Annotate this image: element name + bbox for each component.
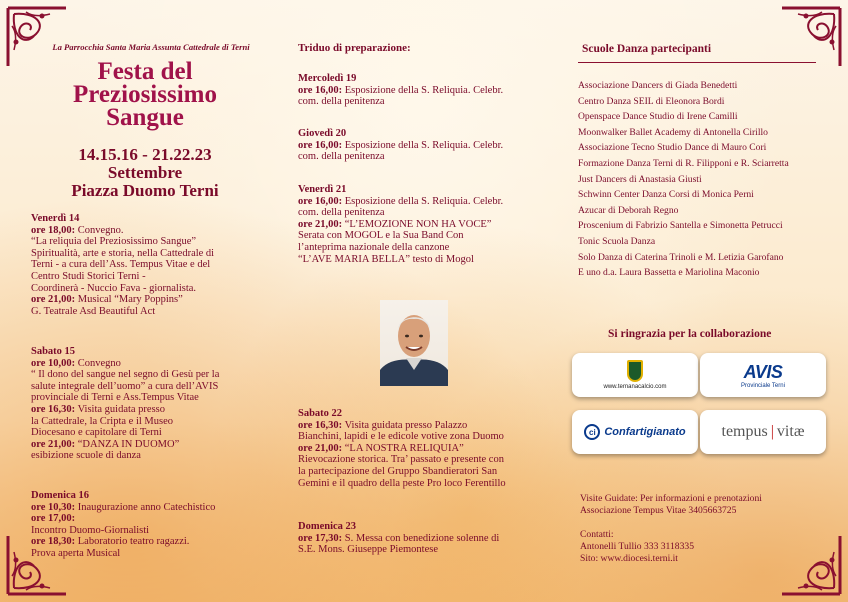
title-line: Sangue (106, 104, 184, 131)
tempus-vitae-wordmark (722, 423, 805, 441)
mogol-portrait (380, 300, 448, 386)
schedule-line: Terni - a cura dell’Ass. Tempus Vitae e del (31, 259, 211, 271)
time-label: ore 17,30: (298, 532, 343, 544)
day-heading: Giovedì 20 (298, 128, 347, 139)
day-heading: Sabato 15 (31, 346, 76, 357)
time-label: ore 16,00: (298, 195, 343, 207)
list-item: Solo Danza di Caterina Trinoli e M. Letizia Garofano (578, 251, 784, 263)
schedule-line: Serata con MOGOL e la Sua Band Con (298, 230, 464, 242)
schedule-line: ore 16,30: Visita guidata presso (31, 403, 166, 415)
time-label: ore 21,00: (31, 294, 76, 306)
day-block-saturday-15 (31, 346, 219, 462)
day-block-saturday-22 (298, 408, 506, 489)
schedule-line: ore 21,00: “LA NOSTRA RELIQUIA” (298, 442, 464, 454)
schedule-line: Gemini e il quadro della peste Pro loco Ferentillo (298, 477, 506, 489)
time-label: ore 16,30: (31, 403, 76, 415)
schedule-line: l’anteprima nazionale della canzone (298, 241, 450, 253)
ternana-url: www.ternanacalcio.com (603, 384, 667, 390)
info-line: Antonelli Tullio 333 3118335 (580, 541, 694, 552)
list-item: Centro Danza SEIL di Eleonora Bordi (578, 95, 725, 107)
confartigianato-icon: ci (584, 424, 600, 440)
schedule-line: esibizione scuole di danza (31, 450, 141, 462)
title-line: Festa del (97, 58, 193, 85)
schedule-line: G. Teatrale Asd Beautiful Act (31, 305, 156, 317)
schedule-line: ore 17,30: S. Messa con benedizione solenne di (298, 532, 500, 544)
schedule-line: ore 16,00: Esposizione della S. Reliquia. Celebr. (298, 84, 504, 96)
parish-name: La Parrocchia Santa Maria Assunta Cattedrale di Terni (52, 42, 250, 52)
list-item: Associazione Dancers di Giada Benedetti (578, 80, 738, 91)
schedule-line: Rievocazione storica. Tra’ passato e presente con (298, 454, 504, 466)
info-line: Visite Guidate: Per informazioni e prenotazioni (580, 493, 762, 504)
day-block-friday-14 (31, 213, 214, 317)
schools-list (578, 78, 789, 281)
confartigianato-logo (572, 410, 698, 454)
list-item: Just Dancers di Anastasia Giusti (578, 173, 702, 185)
info-line: Sito: www.diocesi.terni.it (580, 553, 678, 564)
schedule-line: ore 16,00: Esposizione della S. Reliquia. Celebr. (298, 139, 504, 151)
schedule-line: Prova aperta Musical (31, 547, 121, 559)
schedule-line: ore 18,00: Convegno. (31, 224, 124, 236)
day-heading: Domenica 16 (31, 490, 90, 501)
schedule-line: Incontro Duomo-Giornalisti (31, 524, 150, 536)
month: Settembre (107, 163, 183, 182)
day-heading: Venerdì 14 (31, 213, 80, 224)
schedule-line: ore 16,30: Visita guidata presso Palazzo (298, 419, 468, 431)
schedule-line: Diocesano e capitolare di Terni (31, 427, 162, 439)
list-item: Moonwalker Ballet Academy di Antonella Cirillo (578, 126, 768, 138)
day-block-sunday-23 (298, 521, 499, 556)
list-item: Tonic Scuola Danza (578, 235, 656, 247)
list-item: Formazione Danza Terni di R. Filipponi e R. Sciarretta (578, 157, 789, 169)
time-label: ore 18,30: (31, 536, 76, 548)
schedule-line: “L’AVE MARIA BELLA” testo di Mogol (298, 253, 474, 265)
list-item: Associazione Tecno Studio Dance di Mauro Cori (578, 142, 767, 154)
schedule-line: com. della penitenza (298, 96, 385, 108)
day-heading: Sabato 22 (298, 408, 343, 419)
divider-bar: | (770, 423, 774, 440)
info-line: Contatti: (580, 529, 614, 540)
date-range: 14.15.16 - 21.22.23 (78, 145, 212, 164)
schedule-line: ore 21,00: “DANZA IN DUOMO” (31, 438, 180, 450)
avis-logo (700, 353, 826, 397)
venue: Piazza Duomo Terni (71, 181, 219, 200)
time-label: ore 16,00: (298, 84, 343, 96)
day-heading: Domenica 23 (298, 521, 357, 532)
schedule-line: salute integrale dell’uomo” a cura dell’AVIS (31, 380, 219, 392)
schedule-line: la partecipazione del Gruppo Sbandieratori San (298, 465, 498, 477)
schedule-line: Centro Studi Storici Terni - (31, 270, 146, 282)
list-item: Openspace Dance Studio di Irene Camilli (578, 111, 738, 123)
avis-subtitle: Provinciale Terni (741, 382, 785, 389)
day-block-sunday-16 (31, 490, 215, 560)
time-label: ore 21,00: (298, 442, 343, 454)
schedule-line: ore 10,30: Inaugurazione anno Catechistico (31, 501, 216, 513)
time-label: ore 21,00: (298, 218, 343, 230)
schedule-line: ore 10,00: Convegno (31, 357, 121, 369)
avis-wordmark: AVIS (743, 361, 783, 382)
schedule-line: ore 21,00: Musical “Mary Poppins” (31, 294, 183, 306)
event-dates (34, 146, 256, 200)
day-block-wednesday-19 (298, 73, 503, 108)
day-block-thursday-20 (298, 128, 503, 163)
page-title (34, 60, 256, 129)
vitae-word: vitæ (776, 423, 805, 440)
schedule-line: ore 18,30: Laboratorio teatro ragazzi. (31, 536, 190, 548)
list-item: Schwinn Center Danza Corsi di Monica Perni (578, 189, 754, 201)
time-label: ore 21,00: (31, 438, 76, 450)
schedule-line: “ Il dono del sangue nel segno di Gesù per la (31, 369, 220, 381)
ternana-logo (572, 353, 698, 397)
schedule-line: ore 16,00: Esposizione della S. Reliquia. Celebr. (298, 195, 504, 207)
confartigianato-label: Confartigianato (604, 426, 686, 438)
time-label: ore 10,30: (31, 501, 76, 513)
schedule-line (31, 513, 215, 525)
time-label: ore 17,00: (31, 513, 76, 525)
schools-heading: Scuole Danza partecipanti (582, 43, 712, 55)
time-label: ore 16,30: (298, 419, 343, 431)
schedule-line: la Cattedrale, la Cripta e il Museo (31, 415, 173, 427)
corner-ornament-icon (778, 6, 842, 70)
list-item: E uno d.a. Laura Bassetta e Mariolina Maconio (578, 267, 760, 279)
schedule-line: S.E. Mons. Giuseppe Piemontese (298, 544, 438, 556)
time-label: ore 16,00: (298, 139, 343, 151)
schedule-line: Bianchini, lapidi e le edicole votive zona Duomo (298, 431, 504, 443)
shield-icon (627, 360, 643, 382)
schedule-line: provinciale di Terni e Ass.Tempus Vitae (31, 392, 199, 404)
day-heading: Venerdì 21 (298, 184, 347, 195)
day-block-friday-21 (298, 184, 503, 265)
thanks-heading: Si ringrazia per la collaborazione (608, 328, 772, 340)
time-label: ore 18,00: (31, 224, 76, 236)
info-line: Associazione Tempus Vitae 3405663725 (580, 505, 737, 516)
contact-info (580, 493, 762, 565)
time-label: ore 10,00: (31, 357, 76, 369)
portrait-illustration (380, 300, 448, 386)
schedule-line: ore 21,00: “L’EMOZIONE NON HA VOCE” (298, 218, 492, 230)
divider (578, 62, 816, 63)
schedule-line: Coordinerà - Nuccio Fava - giornalista. (31, 282, 197, 294)
list-item: Proscenium di Fabrizio Santella e Simonetta Petrucci (578, 220, 783, 232)
corner-ornament-icon (778, 532, 842, 596)
schedule-line: “La reliquia del Preziosissimo Sangue” (31, 236, 197, 248)
confartigianato-wordmark (584, 424, 685, 440)
schedule-line: com. della penitenza (298, 151, 385, 163)
list-item: Azucar di Deborah Regno (578, 204, 679, 216)
schedule-line: com. della penitenza (298, 207, 385, 219)
title-line: Preziosissimo (73, 81, 217, 108)
info-line (580, 517, 762, 529)
tempus-word: tempus (721, 423, 768, 440)
day-heading: Mercoledì 19 (298, 73, 357, 84)
triduo-heading: Triduo di preparazione: (298, 42, 411, 54)
schedule-line: Spiritualità, arte e storia, nella Cattedrale di (31, 247, 215, 259)
tempus-vitae-logo (700, 410, 826, 454)
